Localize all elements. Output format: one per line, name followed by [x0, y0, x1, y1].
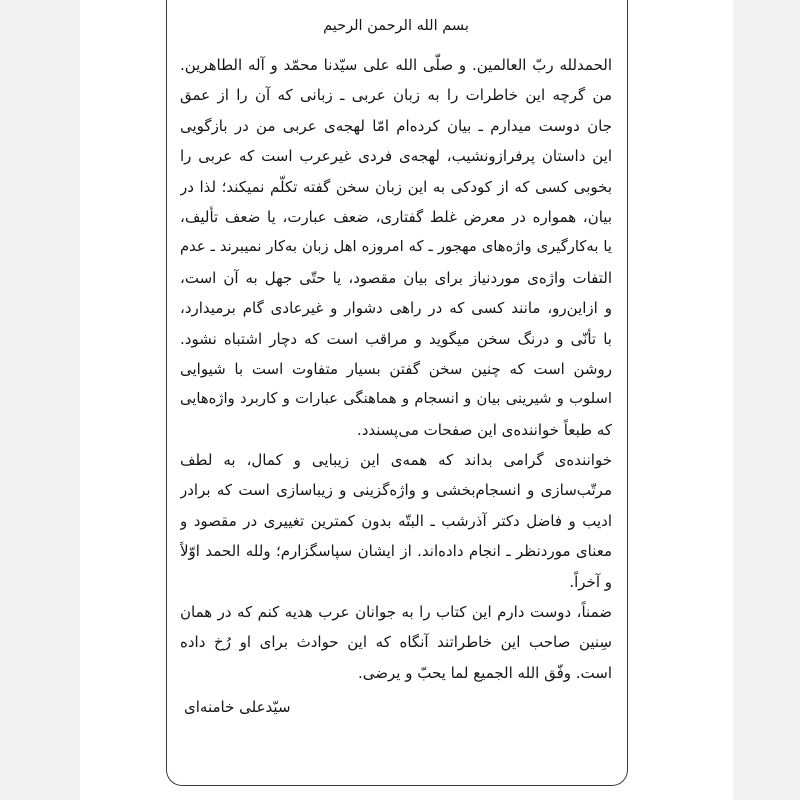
text-line: و ازاین‌رو، مانند کسی که در راهی دشوار و غیرعادی گام برمیدارد،: [180, 299, 612, 318]
text-line: من گرچه این خاطرات را به زبان عربی ـ زبانی که آن را از عمق: [180, 86, 612, 105]
text-line: معنای موردنظر ـ انجام داده‌اند. از ایشان سپاسگزارم؛ ولله الحمد اوّلاً: [180, 542, 612, 561]
text-line: ادیب و فاضل دکتر آذرشب ـ البتّه بدون کمترین تغییری در مقصود و: [180, 511, 612, 530]
text-line: است. وفّق الله الجمیع لما یحبّ و یرضی.: [358, 663, 612, 682]
text-line: ضمناً، دوست دارم این کتاب را به جوانان عرب هدیه کنم که در همان: [180, 603, 612, 622]
preface-text: [180, 10, 612, 722]
book-page: [80, 0, 733, 800]
text-line: با تأنّی و درنگ سخن میگوید و مراقب است که دچار اشتباه نشود.: [180, 329, 612, 348]
text-line: بیان، همواره در معرض غلط گفتاری، ضعف عبارت، یا ضعف تألیف،: [180, 207, 612, 226]
body-lines: [180, 50, 612, 688]
signature-block: [180, 692, 612, 722]
text-line: این داستان پرفرازونشیب، لهجه‌ی فردی غیرعرب است که عربی را: [180, 147, 612, 166]
text-line: مرتّب‌سازی و انسجام‌بخشی و واژه‌گزینی و زیباسازی است که برادر: [180, 481, 612, 500]
basmala-heading: بسم الله الرحمن الرحیم: [323, 18, 469, 34]
text-line: که طبعاً خواننده‌ی این صفحات می‌پسندد.: [356, 420, 612, 439]
text-line: الحمدلله ربّ العالمین. و صلّی الله علی سیّدنا محمّد و آله الطاهرین.: [180, 56, 612, 74]
text-line: روشن است که چنین سخن گفتن بسیار متفاوت است با شیوایی: [180, 359, 612, 378]
text-line: یا به‌کارگیری واژه‌های مهجور ـ که امروزه اهل زبان به‌کار نمیبرند ـ عدم: [180, 238, 612, 256]
author-signature: سیّدعلی خامنه‌ای: [184, 698, 291, 717]
text-line: اسلوب و شیرینی بیان و انسجام و هماهنگی عبارات و کاربرد واژه‌هایی: [180, 390, 612, 408]
text-line: سِنین صاحب این خاطراتند آنگاه که این حوادث برای او رُخ داده: [180, 633, 612, 652]
text-line: خواننده‌ی گرامی بداند که همه‌ی این زیبایی و کمال، به لطف: [180, 451, 612, 470]
text-line: و آخراً.: [569, 572, 612, 591]
text-line: التفات واژه‌ی موردنیاز برای بیان مقصود، یا حتّی جهل به آن است،: [180, 268, 612, 287]
text-line: جان دوست میدارم ـ بیان کرده‌ام امّا لهجه‌ی عربی من در بازگویی: [180, 116, 612, 135]
text-line: بخوبی کسی که از کودکی به این زبان سخن گفته تکلّم نمیکند؛ لذا در: [180, 177, 612, 196]
